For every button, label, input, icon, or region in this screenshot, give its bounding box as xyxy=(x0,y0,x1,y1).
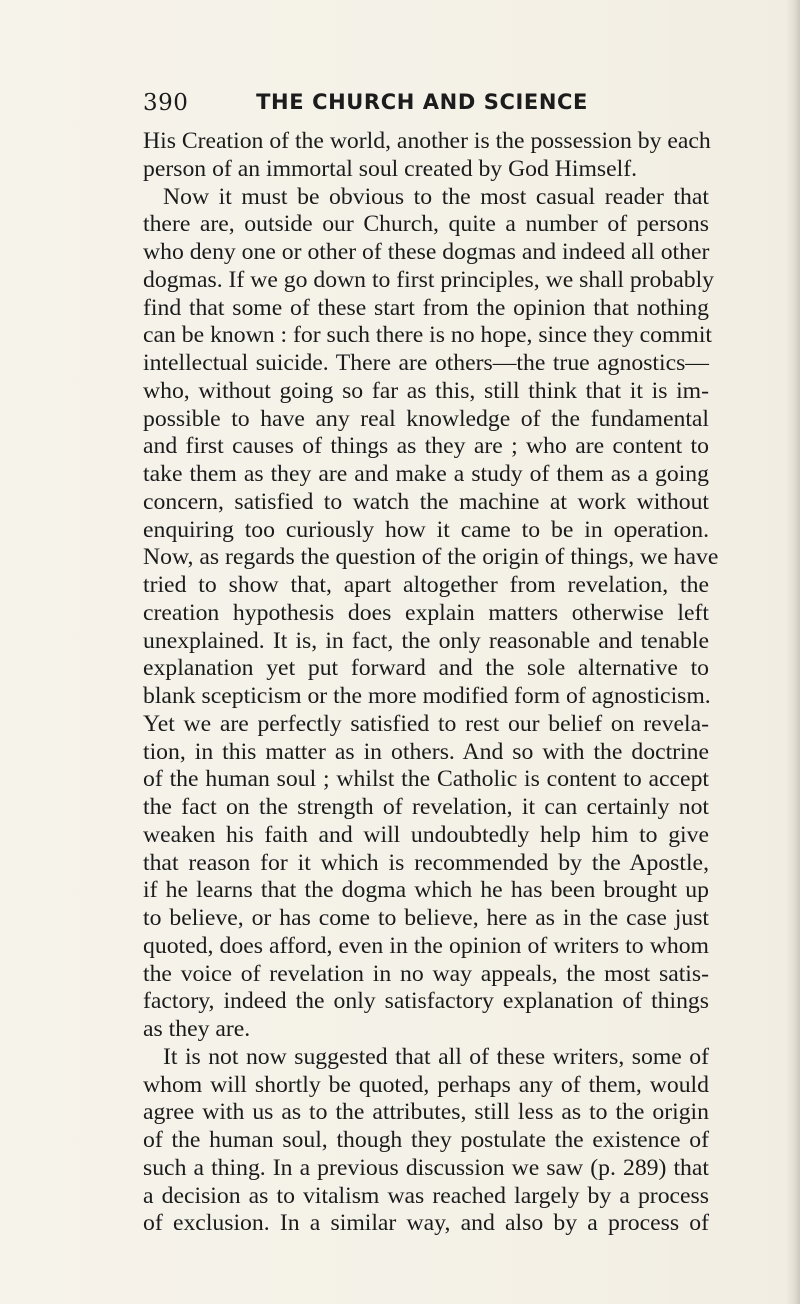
text-line: tried to show that, apart altogether from revelation, the xyxy=(143,572,709,598)
text-line: tion, in this matter as in others. And so with the doctrine xyxy=(143,738,709,765)
text-line: of the human soul ; whilst the Catholic is content to accept xyxy=(143,766,709,793)
text-line: of the human soul, though they postulate the existence of xyxy=(143,1127,709,1153)
text-line: Yet we are perfectly satisfied to rest our belief on revela- xyxy=(143,710,709,737)
text-line: person of an immortal soul created by God Himself. xyxy=(143,155,638,182)
text-line: as they are. xyxy=(143,1016,251,1042)
text-line: find that some of these start from the opinion that nothing xyxy=(143,294,709,321)
text-line: factory, indeed the only satisfactory explanation of things xyxy=(143,988,709,1015)
text-line: who deny one or other of these dogmas and indeed all other xyxy=(143,239,710,265)
text-line: such a thing. In a previous discussion we saw (p. 289) that xyxy=(143,1154,709,1181)
text-line: explanation yet put forward and the sole alternative to xyxy=(143,655,709,682)
text-line: It is not now suggested that all of these writers, some of xyxy=(163,1043,709,1070)
text-line: concern, satisfied to watch the machine at work without xyxy=(143,488,709,515)
text-line: that reason for it which is recommended by the Apostle, xyxy=(143,849,709,876)
page-edge-shadow xyxy=(786,0,800,1304)
running-title: THE CHURCH AND SCIENCE xyxy=(256,90,588,114)
text-line: weaken his faith and will undoubtedly help him to give xyxy=(143,821,709,848)
text-line: intellectual suicide. There are others—the true agnostics— xyxy=(143,350,709,376)
text-line: if he learns that the dogma which he has been brought up xyxy=(143,877,709,904)
page-number: 390 xyxy=(143,90,189,116)
text-line: unexplained. It is, in fact, the only reasonable and tenable xyxy=(143,627,709,654)
text-line: His Creation of the world, another is the possession by each xyxy=(143,128,711,154)
text-line: can be known : for such there is no hope, since they commit xyxy=(143,322,713,349)
text-line: and first causes of things as they are ; who are content to xyxy=(143,433,709,460)
text-line: possible to have any real knowledge of the fundamental xyxy=(143,405,709,432)
text-line: who, without going so far as this, still think that it is im- xyxy=(143,377,709,404)
text-line: enquiring too curiously how it came to be in operation. xyxy=(143,516,709,543)
text-line: agree with us as to the attributes, still less as to the origin xyxy=(143,1099,709,1126)
text-line: there are, outside our Church, quite a number of persons xyxy=(143,211,709,238)
text-line: the voice of revelation in no way appeals, the most satis- xyxy=(143,960,709,987)
text-line: quoted, does afford, even in the opinion of writers to whom xyxy=(143,932,709,959)
text-line: creation hypothesis does explain matters otherwise left xyxy=(143,599,709,626)
text-line: of exclusion. In a similar way, and also by a process of xyxy=(143,1210,709,1237)
text-line: Now, as regards the question of the origin of things, we have xyxy=(143,544,719,571)
page-header xyxy=(143,86,588,122)
text-line: take them as they are and make a study of them as a going xyxy=(143,461,709,487)
text-line: Now it must be obvious to the most casual reader that xyxy=(163,183,709,210)
text-line: the fact on the strength of revelation, it can certainly not xyxy=(143,794,709,820)
text-line: whom will shortly be quoted, perhaps any of them, would xyxy=(143,1071,709,1098)
text-line: blank scepticism or the more modified form of agnosticism. xyxy=(143,683,711,709)
text-line: a decision as to vitalism was reached largely by a process xyxy=(143,1182,709,1209)
body-text xyxy=(143,128,719,1238)
text-line: dogmas. If we go down to first principles, we shall probably xyxy=(143,266,715,293)
text-line: to believe, or has come to believe, here as in the case just xyxy=(143,905,709,931)
